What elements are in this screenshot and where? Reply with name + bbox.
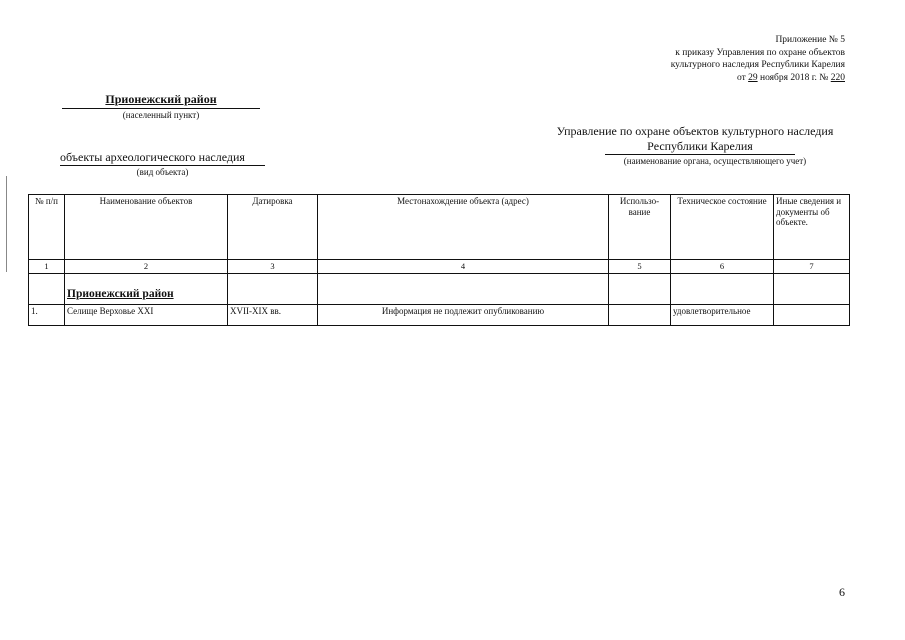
district-empty-cell: [774, 273, 850, 304]
appendix-title: Приложение № 5: [775, 35, 845, 45]
object-type-block: [60, 150, 265, 177]
appendix-organization-line: культурного наследия Республики Карелия: [670, 60, 845, 70]
settlement-caption: (населенный пункт): [122, 110, 200, 120]
column-number: 3: [228, 260, 318, 274]
order-number: 220: [830, 72, 845, 83]
district-empty-cell: [609, 273, 671, 304]
settlement-block: [62, 92, 260, 120]
header-usage: Использо-вание: [609, 195, 671, 260]
column-number-row: [29, 260, 850, 274]
district-cell: [65, 273, 228, 304]
district-empty-cell: [228, 273, 318, 304]
settlement-name: Прионежский район: [62, 92, 260, 109]
column-number: 6: [671, 260, 774, 274]
district-row: [29, 273, 850, 304]
row-condition: удовлетворительное: [671, 304, 774, 325]
date-prefix: от: [736, 72, 749, 83]
appendix-order-line: к приказу Управления по охране объектов: [675, 47, 845, 58]
date-month-year: ноября 2018 г. №: [757, 72, 831, 83]
district-empty-cell: [671, 273, 774, 304]
column-number: 1: [29, 260, 65, 274]
district-empty-cell: [318, 273, 609, 304]
header-dating: Датировка: [228, 195, 318, 260]
object-type-name: объекты археологического наследия: [60, 150, 265, 166]
header-num: № п/п: [29, 195, 65, 260]
row-other: [774, 304, 850, 325]
header-location: Местонахождение объекта (адрес): [318, 195, 609, 260]
row-name: Селище Верховье XXI: [65, 304, 228, 325]
appendix-date-line: [671, 72, 845, 85]
row-usage: [609, 304, 671, 325]
authority-block: [535, 124, 855, 166]
column-number: 7: [774, 260, 850, 274]
authority-line-1: Управление по охране объектов культурного наследия: [556, 124, 834, 138]
row-dating: XVII-XIX вв.: [228, 304, 318, 325]
registry-table: [28, 194, 850, 326]
column-number: 5: [609, 260, 671, 274]
header-other: Иные сведения и документы об объекте.: [774, 195, 850, 260]
scan-margin-line: [6, 176, 7, 272]
page-number: 6: [839, 585, 845, 599]
header-name: Наименование объектов: [65, 195, 228, 260]
authority-caption: (наименование органа, осуществляющего учет): [623, 156, 807, 166]
column-number: 4: [318, 260, 609, 274]
table-row: [29, 304, 850, 325]
object-type-caption: (вид объекта): [136, 167, 189, 177]
district-empty-cell: [29, 273, 65, 304]
header-condition: Техническое состояние: [671, 195, 774, 260]
authority-line-2: Республики Карелия: [605, 139, 795, 155]
appendix-header: [671, 34, 845, 84]
column-number: 2: [65, 260, 228, 274]
row-location: Информация не подлежит опубликованию: [318, 304, 609, 325]
row-num: 1.: [29, 304, 65, 325]
date-day: 29: [748, 72, 758, 83]
table-header-row: [29, 195, 850, 260]
district-name: Прионежский район: [67, 287, 174, 300]
